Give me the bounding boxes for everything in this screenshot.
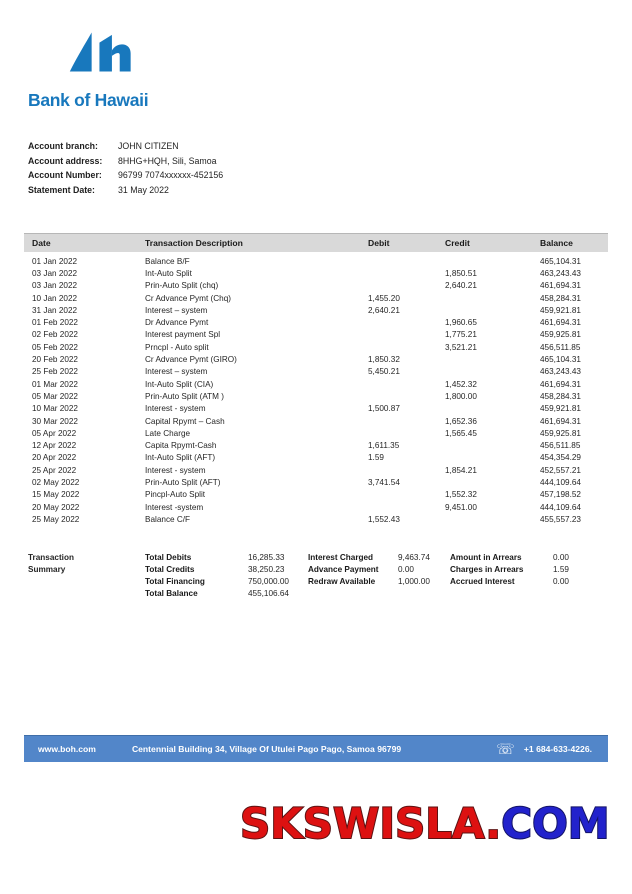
summary-label: Interest Charged: [308, 552, 374, 562]
cell-date: 03 Jan 2022: [32, 281, 78, 291]
cell-date: 02 Feb 2022: [32, 330, 78, 340]
cell-balance: 461,694.31: [540, 281, 581, 291]
cell-credit: 1,775.21: [445, 330, 477, 340]
cell-balance: 463,243.43: [540, 268, 581, 278]
account-info-row: [28, 183, 223, 198]
footer-phone-group: [496, 742, 592, 757]
cell-balance: 454,354.29: [540, 453, 581, 463]
cell-description: Balance C/F: [145, 514, 191, 524]
cell-balance: 461,694.31: [540, 416, 581, 426]
cell-date: 03 Jan 2022: [32, 268, 78, 278]
cell-date: 25 Apr 2022: [32, 465, 77, 475]
footer-bar: [24, 735, 608, 762]
account-info-label: Account branch:: [28, 141, 98, 152]
table-row: [24, 415, 608, 427]
cell-description: Cr Advance Pymt (Chq): [145, 293, 231, 303]
cell-credit: 1,800.00: [445, 391, 477, 401]
summary-title: [28, 552, 74, 576]
cell-balance: 459,925.81: [540, 428, 581, 438]
cell-balance: 465,104.31: [540, 256, 581, 266]
cell-balance: 465,104.31: [540, 355, 581, 365]
cell-date: 15 May 2022: [32, 490, 80, 500]
cell-debit: 3,741.54: [368, 477, 400, 487]
summary-row: [450, 575, 569, 587]
cell-date: 20 May 2022: [32, 502, 80, 512]
cell-description: Interest payment Spl: [145, 330, 221, 340]
account-info-row: [28, 154, 223, 169]
cell-balance: 461,694.31: [540, 379, 581, 389]
cell-balance: 459,921.81: [540, 404, 581, 414]
summary-row: [308, 551, 430, 563]
cell-description: Interest - system: [145, 465, 206, 475]
cell-description: Int-Auto Split: [145, 268, 192, 278]
cell-description: Prin-Auto Split (AFT): [145, 477, 221, 487]
column-header-date: Date: [32, 238, 51, 248]
table-row: [24, 476, 608, 488]
table-row: [24, 267, 608, 279]
cell-balance: 457,198.52: [540, 490, 581, 500]
summary-label: Charges in Arrears: [450, 564, 524, 574]
cell-credit: 3,521.21: [445, 342, 477, 352]
account-info-label: Statement Date:: [28, 185, 95, 196]
cell-date: 01 Mar 2022: [32, 379, 78, 389]
account-info-value: JOHN CITIZEN: [118, 141, 179, 152]
cell-balance: 456,511.85: [540, 342, 581, 352]
footer-address: Centennial Building 34, Village Of Utulei Pago Pago, Samoa 96799: [131, 744, 402, 754]
brand-name: Bank of Hawaii: [28, 90, 149, 110]
summary-row: [145, 551, 289, 563]
table-row: [24, 341, 608, 353]
summary-row: [308, 575, 430, 587]
cell-description: Interest -system: [145, 502, 204, 512]
cell-date: 01 Feb 2022: [32, 318, 78, 328]
table-row: [24, 292, 608, 304]
cell-date: 25 Feb 2022: [32, 367, 78, 377]
table-row: [24, 501, 608, 513]
watermark-text-red: SKSWISLA.: [240, 799, 502, 848]
cell-debit: 1,850.32: [368, 355, 400, 365]
bank-of-hawaii-logo-icon: [62, 30, 140, 88]
cell-debit: 1.59: [368, 453, 384, 463]
cell-balance: 444,109.64: [540, 502, 581, 512]
cell-date: 01 Jan 2022: [32, 256, 78, 266]
table-row: [24, 304, 608, 316]
cell-balance: 456,511.85: [540, 441, 581, 451]
cell-credit: 9,451.00: [445, 502, 477, 512]
summary-value: 1,000.00: [398, 576, 430, 586]
cell-date: 05 Mar 2022: [32, 391, 78, 401]
cell-balance: 459,921.81: [540, 305, 581, 315]
cell-description: Int-Auto Split (CIA): [145, 379, 214, 389]
summary-row: [145, 587, 289, 599]
summary-group-totals: [145, 551, 289, 599]
summary-title-line2: Summary: [28, 565, 66, 574]
transaction-table-body: [24, 255, 608, 526]
brand-header: [28, 30, 148, 111]
column-header-balance: Balance: [540, 238, 573, 248]
cell-description: Late Charge: [145, 428, 191, 438]
table-row: [24, 489, 608, 501]
table-header-row: [24, 233, 608, 252]
cell-debit: 1,500.87: [368, 404, 400, 414]
cell-credit: 1,854.21: [445, 465, 477, 475]
cell-credit: 1,565.45: [445, 428, 477, 438]
cell-debit: 1,552.43: [368, 514, 400, 524]
summary-label: Advance Payment: [308, 564, 379, 574]
cell-description: Prin-Auto Split (ATM ): [145, 391, 225, 401]
watermark-text-blue: COM: [501, 799, 610, 848]
table-row: [24, 464, 608, 476]
summary-row: [145, 563, 289, 575]
cell-debit: 2,640.21: [368, 305, 400, 315]
transaction-table: [24, 233, 608, 526]
cell-description: Dr Advance Pymt: [145, 318, 209, 328]
cell-date: 20 Apr 2022: [32, 453, 77, 463]
cell-debit: 5,450.21: [368, 367, 400, 377]
cell-debit: 1,611.35: [368, 441, 400, 451]
cell-date: 12 Apr 2022: [32, 441, 77, 451]
table-row: [24, 316, 608, 328]
summary-label: Redraw Available: [308, 576, 376, 586]
column-header-description: Transaction Description: [145, 238, 243, 248]
summary-value: 38,250.23: [248, 564, 285, 574]
watermark: [240, 801, 610, 847]
summary-label: Total Debits: [145, 552, 192, 562]
table-row: [24, 513, 608, 525]
summary-value: 455,106.64: [248, 588, 289, 598]
table-row: [24, 439, 608, 451]
table-row: [24, 280, 608, 292]
summary-label: Total Balance: [145, 588, 198, 598]
summary-title-line1: Transaction: [28, 553, 74, 562]
cell-credit: 1,850.51: [445, 268, 477, 278]
cell-date: 10 Mar 2022: [32, 404, 78, 414]
account-info-row: [28, 168, 223, 183]
cell-description: Interest – system: [145, 367, 208, 377]
footer-website: www.boh.com: [38, 744, 96, 754]
telephone-icon: ☏: [496, 740, 515, 758]
account-info-value: 8HHG+HQH, Sili, Samoa: [118, 155, 217, 166]
column-header-debit: Debit: [368, 238, 390, 248]
cell-description: Int-Auto Split (AFT): [145, 453, 216, 463]
table-row: [24, 403, 608, 415]
table-row: [24, 427, 608, 439]
cell-balance: 458,284.31: [540, 391, 581, 401]
cell-credit: 1,652.36: [445, 416, 477, 426]
cell-balance: 458,284.31: [540, 293, 581, 303]
cell-description: Cr Advance Pymt (GIRO): [145, 355, 237, 365]
account-info-label: Account address:: [28, 155, 103, 166]
cell-balance: 455,557.23: [540, 514, 581, 524]
summary-value: 1.59: [553, 564, 569, 574]
summary-value: 750,000.00: [248, 576, 289, 586]
summary-label: Amount in Arrears: [450, 552, 522, 562]
summary-group-arrears: [450, 551, 569, 587]
summary-group-interest: [308, 551, 430, 587]
account-info-value: 31 May 2022: [118, 185, 169, 196]
summary-row: [145, 575, 289, 587]
table-row: [24, 329, 608, 341]
cell-credit: 1,552.32: [445, 490, 477, 500]
summary-row: [308, 563, 430, 575]
cell-date: 02 May 2022: [32, 477, 80, 487]
cell-date: 05 Apr 2022: [32, 428, 77, 438]
table-row: [24, 366, 608, 378]
cell-date: 05 Feb 2022: [32, 342, 78, 352]
cell-credit: 1,960.65: [445, 318, 477, 328]
cell-description: Prin-Auto Split (chq): [145, 281, 219, 291]
cell-credit: 1,452.32: [445, 379, 477, 389]
cell-description: Capita Rpymt-Cash: [145, 441, 217, 451]
cell-balance: 452,557.21: [540, 465, 581, 475]
summary-value: 0.00: [553, 576, 569, 586]
summary-value: 16,285.33: [248, 552, 285, 562]
summary-row: [450, 563, 569, 575]
cell-balance: 444,109.64: [540, 477, 581, 487]
summary-label: Total Financing: [145, 576, 205, 586]
summary-value: 0.00: [553, 552, 569, 562]
cell-balance: 463,243.43: [540, 367, 581, 377]
cell-description: Pincpl-Auto Split: [145, 490, 206, 500]
summary-value: 9,463.74: [398, 552, 430, 562]
cell-balance: 459,925.81: [540, 330, 581, 340]
table-row: [24, 353, 608, 365]
summary-label: Accrued Interest: [450, 576, 515, 586]
cell-debit: 1,455.20: [368, 293, 400, 303]
cell-credit: 2,640.21: [445, 281, 477, 291]
cell-description: Prncpl - Auto split: [145, 342, 209, 352]
account-info-label: Account Number:: [28, 170, 102, 181]
cell-date: 20 Feb 2022: [32, 355, 78, 365]
cell-description: Interest - system: [145, 404, 206, 414]
cell-description: Interest – system: [145, 305, 208, 315]
cell-description: Capital Rpymt – Cash: [145, 416, 225, 426]
column-header-credit: Credit: [445, 238, 470, 248]
summary-row: [450, 551, 569, 563]
account-info: [28, 139, 223, 197]
cell-balance: 461,694.31: [540, 318, 581, 328]
table-row: [24, 452, 608, 464]
footer-phone-number: +1 684-633-4226.: [523, 744, 592, 754]
account-info-row: [28, 139, 223, 154]
cell-date: 10 Jan 2022: [32, 293, 78, 303]
cell-date: 25 May 2022: [32, 514, 80, 524]
table-row: [24, 255, 608, 267]
table-row: [24, 390, 608, 402]
table-row: [24, 378, 608, 390]
account-info-value: 96799 7074xxxxxx-452156: [118, 170, 224, 181]
cell-date: 31 Jan 2022: [32, 305, 78, 315]
summary-label: Total Credits: [145, 564, 195, 574]
cell-description: Balance B/F: [145, 256, 190, 266]
cell-date: 30 Mar 2022: [32, 416, 78, 426]
summary-value: 0.00: [398, 564, 414, 574]
